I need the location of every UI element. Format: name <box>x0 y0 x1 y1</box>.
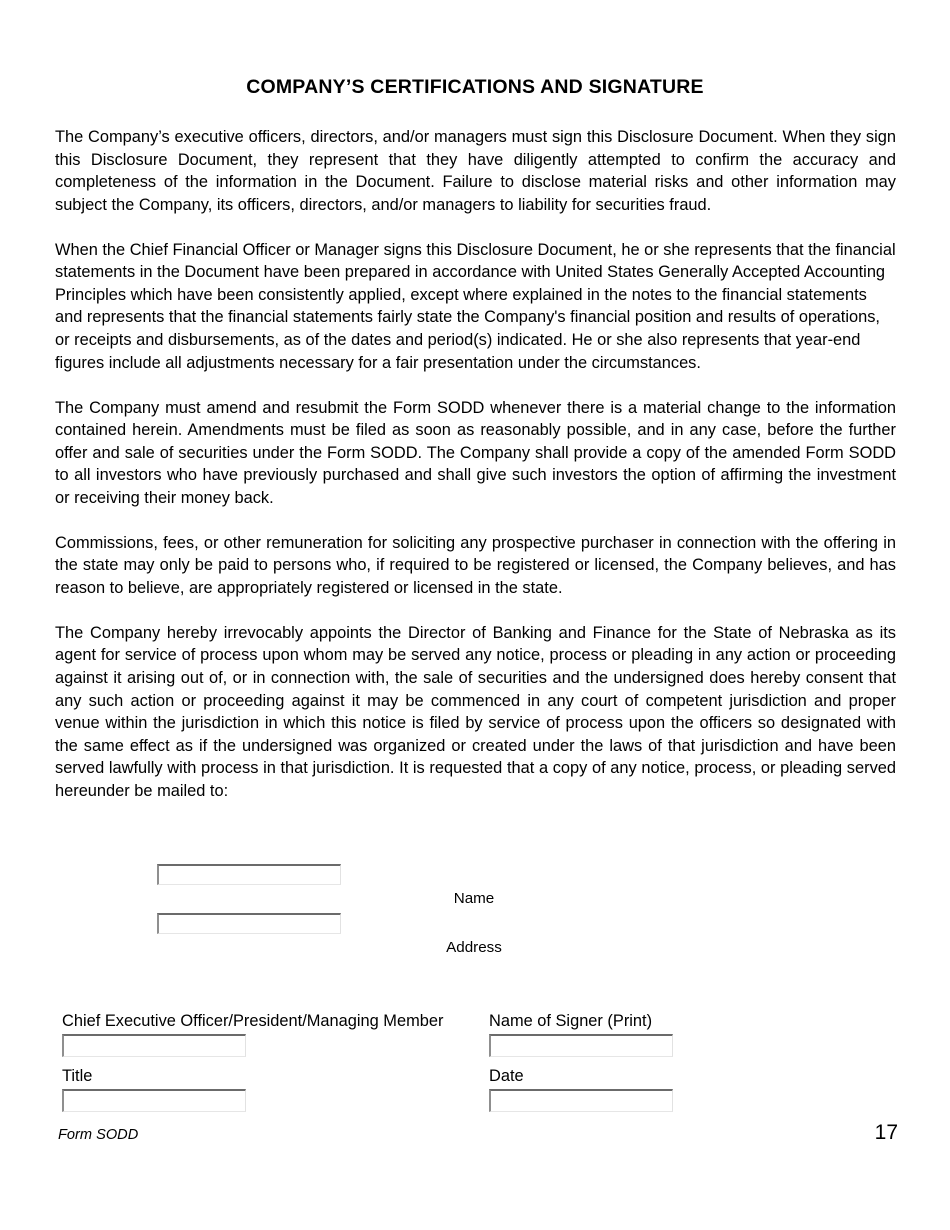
title-label: Title <box>62 1067 93 1085</box>
date-label: Date <box>489 1067 524 1085</box>
signature-row-spacer <box>62 1057 895 1066</box>
name-field-caption: Name <box>453 890 495 907</box>
signature-row-2 <box>62 1066 895 1112</box>
page-title: COMPANY’S CERTIFICATIONS AND SIGNATURE <box>246 76 704 98</box>
signature-row-1 <box>62 1011 895 1057</box>
name-input[interactable] <box>157 864 341 885</box>
paragraph-1: The Company’s executive officers, directors, and/or managers must sign this Disclosure Document. When they sign this Disclosure Document, they represent that they have diligently attempted to confirm the accuracy and completeness of the information in the Document. Failure to disclose material risks and other information may subject the Company, its officers, directors, and/or managers to liability for securities fraud. <box>55 128 896 214</box>
title-input[interactable] <box>62 1089 246 1112</box>
date-input[interactable] <box>489 1089 673 1112</box>
signer-name-input[interactable] <box>489 1034 673 1057</box>
form-name-label: Form SODD <box>58 1127 139 1143</box>
page-footer <box>58 1122 898 1143</box>
ceo-signature-input[interactable] <box>62 1034 246 1057</box>
signer-name-group <box>489 1011 895 1057</box>
signer-name-label: Name of Signer (Print) <box>489 1012 653 1030</box>
ceo-signature-label: Chief Executive Officer/President/Managing Member <box>62 1012 444 1030</box>
paragraph-2: When the Chief Financial Officer or Manager signs this Disclosure Document, he or she represents that the financial statements in the Document have been prepared in accordance with United States Generally Accepted Accounting Principles which have been consistently applied, except where explained in the notes to the financial statements and represents that the financial statements fairly state the Company's financial position and results of operations, or receipts and disbursements, as of the dates and period(s) indicated. He or she also represents that year-end figures include all adjustments necessary for a fair presentation under the circumstances. <box>55 240 896 372</box>
date-group <box>489 1066 895 1112</box>
address-input[interactable] <box>157 913 341 934</box>
title-group <box>62 1066 468 1112</box>
signature-block <box>62 1011 895 1112</box>
paragraph-4: Commissions, fees, or other remuneration for soliciting any prospective purchaser in connection with the offering in the state may only be paid to persons who, if required to be registered or licensed, the Company believes, and has reason to believe, are appropriately registered or licensed in the state. <box>55 533 896 597</box>
ceo-signature-group <box>62 1011 468 1057</box>
paragraph-3: The Company must amend and resubmit the Form SODD whenever there is a material change to the information contained herein. Amendments must be filed as soon as reasonably possible, and in any case, before the further offer and sale of securities under the Form SODD. The Company shall provide a copy of the amended Form SODD to all investors who have previously purchased and shall give such investors the option of affirming the investment or receiving their money back. <box>55 398 896 507</box>
address-field-caption: Address <box>446 939 502 956</box>
mailing-address-fields <box>157 864 791 962</box>
paragraph-5: The Company hereby irrevocably appoints the Director of Banking and Finance for the State of Nebraska as its agent for service of process upon whom may be served any notice, process or pleading in any action or proceeding against it arising out of, or in connection with, the sale of securities and the undersigned does hereby consent that any such action or proceeding against it may be commenced in any court of competent jurisdiction and proper venue within the jurisdiction in which this notice is filed by service of process upon the officers so designated with the same effect as if the undersigned was organized or created under the laws of that jurisdiction and have been served lawfully with process in that jurisdiction. It is requested that a copy of any notice, process, or pleading served hereunder be mailed to: <box>55 623 896 801</box>
page-number: 17 <box>874 1121 898 1144</box>
document-body <box>55 126 896 803</box>
